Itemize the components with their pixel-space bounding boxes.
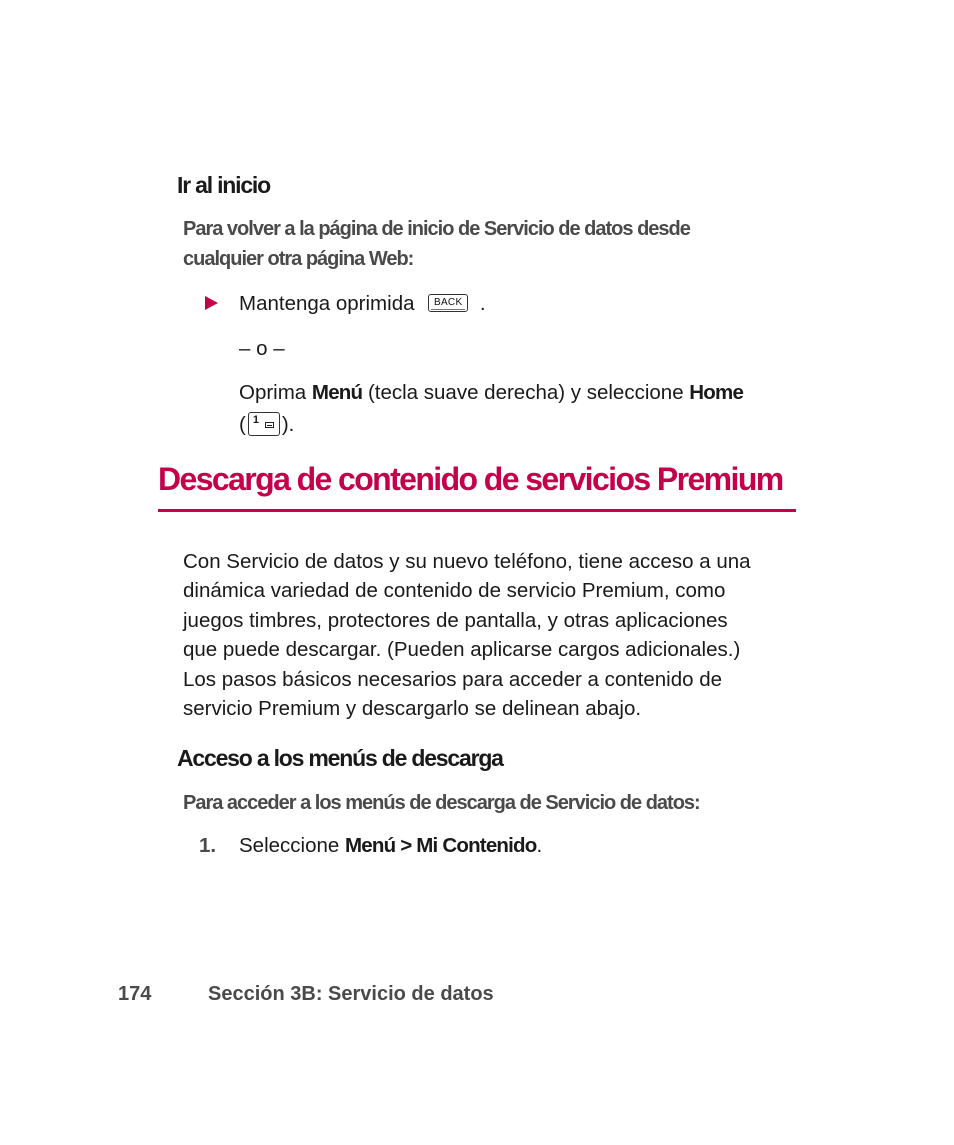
heading-rule	[158, 509, 796, 512]
bullet-end: .	[479, 292, 486, 315]
alt-menu: Menú	[311, 381, 363, 404]
lead-line-2: cualquier otra página Web:	[183, 248, 414, 270]
bullet-text: Mantenga oprimida	[239, 292, 415, 315]
intro-paragraph	[183, 547, 751, 723]
intro-line: Los pasos básicos necesarios para acceder a contenido de	[183, 667, 723, 691]
lead-text-acceso: Para acceder a los menús de descarga de Servicio de datos:	[183, 792, 700, 814]
one-key-number: 1	[252, 413, 259, 426]
subheading-acceso: Acceso a los menús de descarga	[177, 745, 503, 771]
section-heading: Descarga de contenido de servicios Premium	[158, 461, 783, 497]
page-number: 174	[118, 983, 152, 1005]
mailbox-icon	[265, 422, 274, 428]
intro-line: Con Servicio de datos y su nuevo teléfono, tiene acceso a una	[183, 550, 751, 573]
intro-line: que puede descargar. (Pueden aplicarse cargos adicionales.)	[183, 638, 741, 662]
footer-section: Sección 3B: Servicio de datos	[208, 983, 494, 1005]
one-key-icon	[248, 412, 280, 436]
intro-line: juegos timbres, protectores de pantalla, y otras aplicaciones	[183, 608, 728, 632]
step-end: .	[536, 834, 543, 857]
bullet-instruction	[239, 292, 486, 316]
right-triangle-icon	[205, 296, 218, 310]
lead-line-1: Para volver a la página de inicio de Servicio de datos desde	[183, 218, 690, 240]
step-instruction	[239, 834, 542, 858]
back-key-icon: BACK	[428, 294, 468, 312]
alt-open: (	[239, 413, 246, 436]
step-menu-path: Menú > Mi Contenido	[345, 834, 537, 857]
alt-prefix: Oprima	[239, 381, 307, 404]
step-prefix: Seleccione	[239, 834, 340, 857]
subheading-ir-al-inicio: Ir al inicio	[177, 172, 270, 198]
or-separator: – o –	[239, 337, 285, 360]
lead-text-ir-al-inicio	[183, 214, 690, 274]
alt-home: Home	[689, 381, 744, 404]
alt-instruction-line-1	[239, 381, 743, 405]
alt-middle: (tecla suave derecha) y seleccione	[367, 381, 684, 404]
alt-close: ).	[281, 413, 295, 436]
alt-instruction-line-2	[239, 413, 294, 437]
intro-line: dinámica variedad de contenido de servicio Premium, como	[183, 579, 726, 603]
intro-line: servicio Premium y descargarlo se delinean abajo.	[183, 697, 642, 721]
step-number: 1.	[199, 834, 217, 857]
